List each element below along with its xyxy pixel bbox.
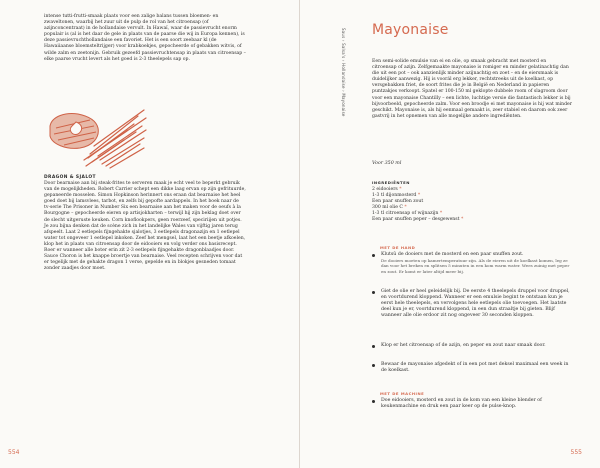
section-heading: DRAGON & SJALOT: [44, 175, 96, 180]
step-bullet-icon: [372, 400, 375, 403]
step-text: Klutsŭ de dooiers met de mosterd en een paar snuffen zout.: [381, 252, 524, 257]
ingredient-item: 1-3 tl dijonmosterd *: [372, 193, 421, 199]
page-number-right: 555: [570, 449, 582, 456]
chapter-navigation-tab: [339, 28, 347, 148]
step-text: Doe eidooiers, mosterd en zout in de kom van een kleine blender of keukenmachine en druk een paar keer op de pulse-knop.: [381, 398, 542, 410]
step-text: Bewaar de mayonaise afgedekt of in een pot met deksel maximaal een week in de koelkast.: [381, 362, 569, 374]
left-intro-paragraph: intense tutti-frutti-smaak plaats voor een zalige balans tussen bloemen- en zwaveltonen, waarbij het zuur uit de pulp de rol van het citroensap (of azijnconcentraat) in de hollandaise vervult. In Hawaï, waar de passievrucht enorm populair is (al is het daar de gele in plaats van de paarse die wij in Europa kennen), is deze passievruchthollandaise een favoriet. Het is een soort zeebaar kl (de Hawaiiaanse bloemsteltrijger) voor krabkoekjes, gepocheerde of gebakken witvis, of wilde zalm en zeetonijn. Gebruik gezeefd passievruchtensap in plaats van citroensap – elke paarse vrucht levert als het goed is 2-3 theelepels sap op.: [44, 14, 246, 62]
ingredient-item: Een paar snuffen zout: [372, 199, 424, 205]
page-number-left: 554: [8, 449, 20, 456]
ingredient-item: Een paar snuffen peper – desgewenst *: [372, 217, 464, 223]
recipe-intro-paragraph: Een semi-solide emulsie van ei en olie, op smaak gebracht met mosterd en citroensap of azijn. Zelfgemaakte mayonaise is romiger en minder gelatinachtig dan die uit een pot – ook aanzienlijk minder azijnachtig en zoet – en de eiersmaak is duidelijker aanwezig. Hij is voorál erg lekker, rechtstreeks uit de koelkast, op versgebakken friet, de soort frites die je in België en Nederland in papieren puntzakjes verkoopt. Spatel er 100-150 ml geklopte dubbele room of slagroom door voor een mayonaise Chantilly – een lichte, luchtige versie die fantastisch lekker is bij bijvoorbeeld, gepocheerde zalm. Voor een broodje ei met mayonaise is hij wat minder geschikt. Mayonaise is, als hij eenmaal gemaakt is, zeer stabiel en daarom ook zeer gastvrij in het opnemen van alle mogelijke andere ingrediënten.: [372, 59, 572, 119]
section-end-paragraph: Sauce Choron is het knappe broertje van bearnaise. Veel recepten schrijven voor dat er tegelijk met de gehakte dragon 1 verse, gepelde en in blokjes gesneden tomaat zonder zaadjes door moet.: [44, 254, 243, 272]
method-step-5: [372, 398, 574, 410]
step-bullet-icon: [372, 364, 375, 367]
section-body: Door bearnaise aan bij steak-frites te serveren maak je echt veel te beperkt gebruik van de mogelijkheden. Robert Carrier schept een dikke laag ervan op zijn gefrituurde, gepaneerde mosselen. Simon Hopkinson herinnert ons eraan dat bearnaise het heel goed doet bij lamsvlees, tarbot, en zelfs bij gepofte aardappels. In het boek naar de tv-serie The Prisoner in Number Six een bearnaise aan het maken voor de oeufs à la Bourgogne – gepocheerde eieren op artisjokharten – terwijl hij zijn beklag doet over de slecht uitgeruste keuken. Corn knoflookpers, geen roerzeef, speciriijen uit potjes. Je zou bijna denken dat de scène zich in het landelijke Wales van vijftig jaren terug afspeelt. Laat 2 eetlepels fijngehakte sjalotjes, 3 eetlepels dragonazijn en 1 eetlepel water tot ongeveer 1 eetlepel inkoken. Zeef het mengsel, laat het een beetje afkoelen, klop het in plaats van citroensap door de eidooiers en volg verder ons basisrecept. Roer er wanneer alle boter erin zit 2-3 eetlepels fijngehakte dragonblaadjes door.: [44, 181, 246, 254]
method-machine-heading: MET DE MACHINE: [380, 391, 425, 396]
method-step-2: [372, 289, 574, 319]
steak-frites-illustration: [40, 96, 150, 170]
method-hand-heading: MET DE HAND: [380, 245, 416, 250]
recipe-yield: Voor 350 ml: [372, 161, 402, 166]
step-bullet-icon: [372, 254, 375, 257]
ingredients-list: [372, 187, 572, 224]
ingredients-heading: INGREDIËNTEN: [372, 180, 410, 185]
recipe-title: Mayonaise: [372, 22, 449, 38]
step-bullet-icon: [372, 291, 375, 294]
step-bullet-icon: [372, 345, 375, 348]
ingredient-item: 300 ml olie C *: [372, 205, 407, 211]
step-note: De dooiers moeten op kamertemperatuur zijn. Als de eieren uit de koelkast komen, leg ze dan voor het breken en splitsen 5 minuten in een kom warm water. Wees zuinig met peper en zout. Er komt er later altijd meer bij.: [381, 258, 570, 274]
step-text: Giet de olie er heel geleidelijk bij. De eerste 4 theelepels druppel voor druppel, en voortdurend kloppend. Wanneer er een emulsie begint te ontstaan kun je eerst hele theelepels, en vervolgens hele eetlepels olie toevoegen. Het laatste deel kun je er, voortdurend kloppend, in een dun straaltje bij gieten. Blijf wanneer alle olie erdoor zit nog ongeveer 30 seconden kloppen.: [381, 289, 570, 319]
ingredient-item: 1-3 tl citroensap of wijnazijn *: [372, 211, 443, 217]
dragon-sjalot-section: [44, 175, 246, 272]
ingredient-item: 2 eidooiers *: [372, 187, 402, 192]
method-step-3: [372, 343, 574, 349]
method-step-1: [372, 252, 574, 274]
method-step-4: [372, 362, 574, 374]
chapter-breadcrumb: Saus › Salsa's › Hollandaise › Mayonaise: [341, 28, 346, 117]
step-text: Klop er het citroensap of de azijn, en peper en zout naar smaak door.: [381, 343, 546, 348]
